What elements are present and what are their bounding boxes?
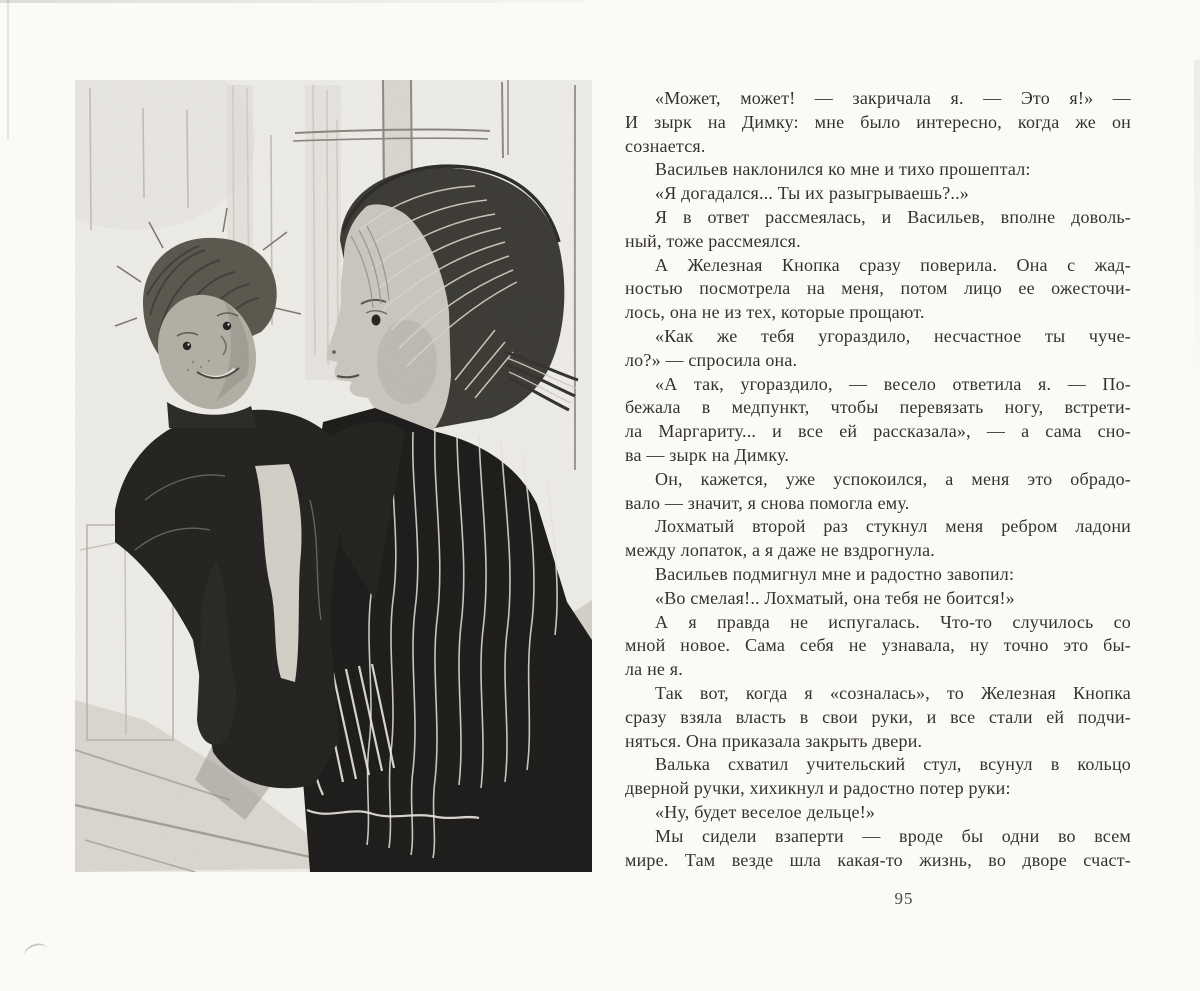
paper-grain [75, 80, 592, 872]
text-line: мной новое. Сама себя не узнавала, ну точно это бы- [625, 635, 1131, 656]
scan-artifact-left [7, 0, 9, 140]
text-line: «Я догадался... Ты их разыгрываешь?..» [655, 183, 969, 204]
text-line: ностью посмотрела на меня, потом лицо ее ожесточи- [625, 278, 1131, 299]
text-line: бежала в медпункт, чтобы перевязать ногу, встрети- [625, 397, 1131, 418]
text-line: между лопаток, а я даже не вздрогнула. [625, 540, 935, 561]
book-illustration [75, 80, 592, 872]
text-line: вало — значит, я снова помогла ему. [625, 492, 910, 513]
scan-artifact-squiggle [22, 941, 50, 964]
text-line: «А так, угораздило, — весело ответила я. — По- [655, 373, 1131, 394]
text-line: Так вот, когда я «созналась», то Железная Кнопка [655, 682, 1131, 703]
text-column [625, 87, 1131, 872]
text-line: «Во смелая!.. Лохматый, она тебя не боится!» [655, 587, 1015, 608]
text-line: «Может, может! — закричала я. — Это я!» — [655, 88, 1131, 108]
text-line: А Железная Кнопка сразу поверила. Она с жад- [655, 254, 1131, 275]
illustration-svg [75, 80, 592, 872]
text-line: дверной ручки, хихикнул и радостно потер руки: [625, 778, 1011, 799]
text-line: Васильев подмигнул мне и радостно завопил: [655, 563, 1015, 584]
text-line: лось, она не из тех, которые прощают. [625, 302, 925, 323]
text-line: ла Маргариту... и все ей рассказала», — а сама сно- [625, 421, 1131, 442]
text-line: Я в ответ рассмеялась, и Васильев, вполне доволь- [655, 206, 1131, 227]
text-line: И зырк на Димку: мне было интересно, когда же он [625, 111, 1131, 132]
text-line: ва — зырк на Димку. [625, 444, 790, 465]
text-line: сознается. [625, 135, 706, 156]
text-line: ный, тоже рассмеялся. [625, 230, 801, 251]
text-line: Васильев наклонился ко мне и тихо прошептал: [655, 159, 1031, 180]
text-line: ла не я. [625, 659, 683, 680]
text-line: Лохматый второй раз стукнул меня ребром ладони [655, 516, 1131, 537]
text-line: «Ну, будет веселое дельце!» [655, 801, 876, 822]
text-line: «Как же тебя угораздило, несчастное ты чуче- [655, 325, 1131, 346]
page-number: 95 [894, 889, 914, 908]
scan-artifact-top [0, 0, 585, 3]
text-line: Валька схватил учительский стул, всунул в кольцо [655, 754, 1131, 775]
text-line: сразу взяла власть в свои руки, и все стали ей подчи- [625, 706, 1131, 727]
text-line: няться. Она приказала закрыть двери. [625, 730, 923, 751]
text-line: ло?» — спросила она. [625, 349, 798, 370]
scan-artifact-right [1194, 60, 1200, 400]
text-line: Мы сидели взаперти — вроде бы одни во всем [655, 825, 1131, 846]
text-line: А я правда не испугалась. Что-то случилось со [655, 611, 1131, 632]
text-line: Он, кажется, уже успокоился, а меня это обрадо- [655, 468, 1131, 489]
text-line: мире. Там везде шла какая-то жизнь, во дворе счаст- [625, 849, 1131, 870]
